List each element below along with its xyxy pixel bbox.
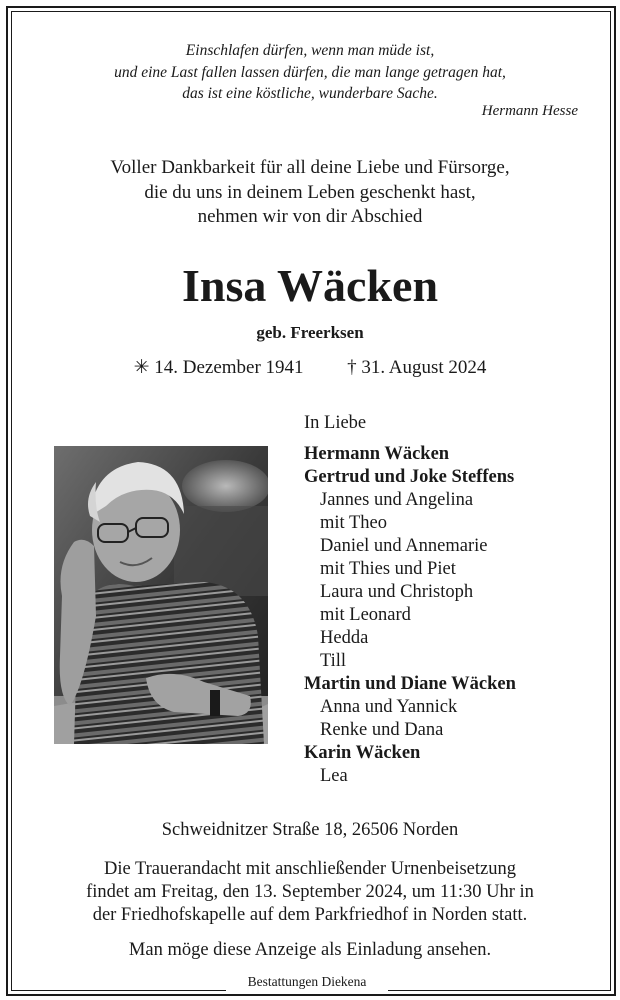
family-member: Renke und Dana: [320, 720, 444, 740]
family-member: Laura und Christoph: [320, 582, 474, 602]
family-member: Anna und Yannick: [320, 697, 458, 717]
portrait-illustration: [54, 446, 268, 744]
family-member: Gertrud und Joke Steffens: [304, 467, 515, 487]
death-date: 31. August 2024: [361, 357, 487, 378]
mourning-address: Schweidnitzer Straße 18, 26506 Norden: [161, 820, 459, 840]
quote-line: Einschlafen dürfen, wenn man müde ist,: [185, 42, 435, 59]
family-member: Daniel und Annemarie: [320, 536, 488, 556]
family-member: Lea: [320, 766, 348, 786]
service-line: findet am Freitag, den 13. September 2024, um 11:30 Uhr in: [86, 882, 534, 902]
family-member: Hermann Wäcken: [304, 444, 450, 464]
family-member: Till: [320, 651, 347, 671]
birth-date: 14. Dezember 1941: [154, 357, 304, 378]
intro-line: nehmen wir von dir Abschied: [197, 206, 423, 227]
portrait-photo: [54, 446, 268, 744]
funeral-home-credit: Bestattungen Diekena: [247, 974, 367, 989]
family-member: mit Leonard: [320, 605, 411, 625]
family-member: Hedda: [320, 628, 369, 648]
family-member: Karin Wäcken: [304, 743, 421, 763]
family-member: mit Theo: [320, 513, 387, 533]
life-dates: [0, 356, 620, 379]
service-details: [30, 858, 590, 927]
family-member: mit Thies und Piet: [320, 559, 456, 579]
family-heading: In Liebe: [304, 413, 367, 433]
mourners-list: [304, 412, 604, 788]
epigraph-quote: [40, 40, 580, 105]
quote-line: das ist eine köstliche, wunderbare Sache.: [182, 85, 438, 102]
birth-star-icon: ✳: [133, 357, 150, 378]
family-member: Martin und Diane Wäcken: [304, 674, 516, 694]
quote-line: und eine Last fallen lassen dürfen, die man lange getragen hat,: [114, 63, 506, 81]
intro-text: [40, 156, 580, 230]
service-line: der Friedhofskapelle auf dem Parkfriedhof in Norden statt.: [92, 905, 528, 925]
intro-line: Voller Dankbarkeit für all deine Liebe und Fürsorge,: [110, 157, 510, 178]
deceased-name: Insa Wäcken: [181, 260, 439, 311]
invitation-note: Man möge diese Anzeige als Einladung ansehen.: [128, 940, 492, 960]
death-cross-icon: †: [347, 357, 357, 378]
birth-name: geb. Freerksen: [256, 323, 364, 342]
quote-author: Hermann Hesse: [481, 103, 578, 119]
family-member: Jannes und Angelina: [320, 490, 474, 510]
service-line: Die Trauerandacht mit anschließender Urnenbeisetzung: [103, 859, 516, 879]
intro-line: die du uns in deinem Leben geschenkt hast,: [144, 181, 476, 203]
